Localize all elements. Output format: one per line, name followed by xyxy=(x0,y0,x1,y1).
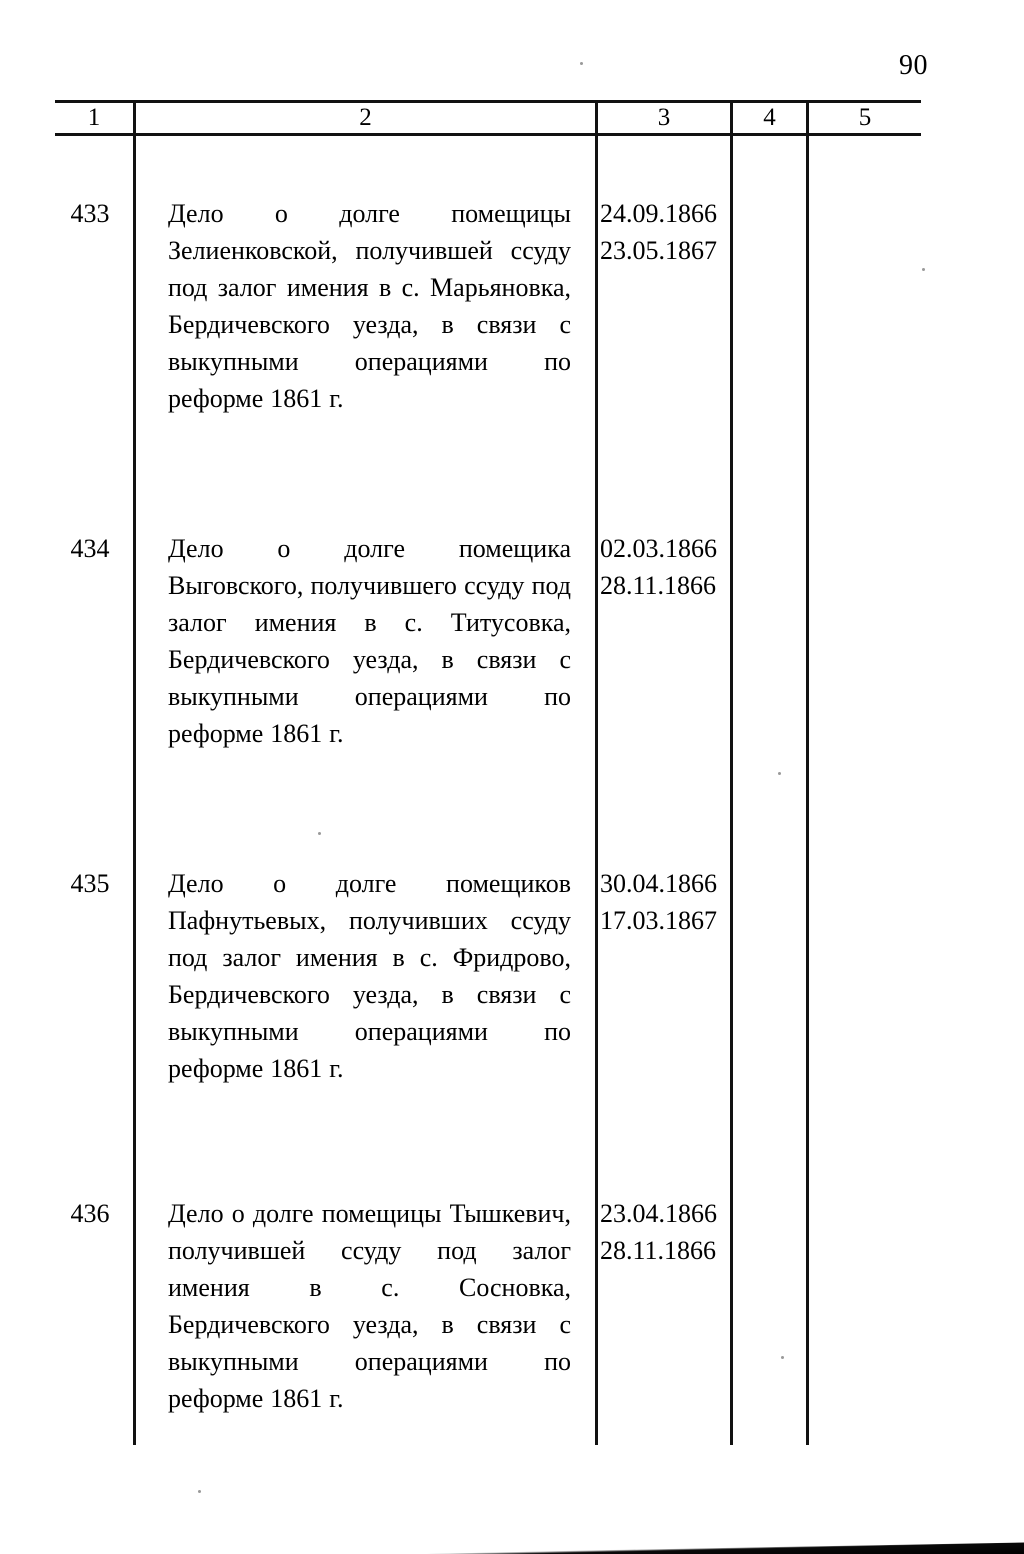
scan-speck xyxy=(318,832,321,835)
scan-edge-artifact xyxy=(390,1540,1024,1554)
row-dates-cell xyxy=(600,1195,728,1269)
row-date-start: 02.03.1866 xyxy=(600,534,717,563)
row-number-cell: 434 xyxy=(70,534,110,563)
column-header-3: 3 xyxy=(657,104,671,131)
page-number: 90 xyxy=(899,50,928,81)
column-header-4: 4 xyxy=(763,104,776,131)
table-row xyxy=(55,1195,921,1455)
row-date-start: 30.04.1866 xyxy=(600,869,717,898)
table-row xyxy=(55,865,921,1125)
row-description-cell: Дело о долге помещицы Зелиенковской, получившей ссуду под залог имения в с. Марьяновка, Бердичевского уезда, в связи с выкупными операциями по реформе 1861 г. xyxy=(168,199,571,413)
row-date-start: 23.04.1866 xyxy=(600,1199,717,1228)
row-number-cell: 433 xyxy=(70,199,110,228)
row-col4-cell xyxy=(733,195,806,455)
row-col4-cell xyxy=(733,530,806,790)
row-description-cell: Дело о долге помещицы Тышкевич, получившей ссуду под залог имения в с. Сосновка, Бердичевского уезда, в связи с выкупными операциями по реформе 1861 г. xyxy=(168,1199,571,1413)
row-number-cell: 435 xyxy=(70,869,110,898)
inventory-table xyxy=(55,100,921,1445)
table-row xyxy=(55,530,921,790)
row-description-cell: Дело о долге помещика Выговского, получившего ссуду под залог имения в с. Титусовка, Бердичевского уезда, в связи с выкупными операциями по реформе 1861 г. xyxy=(168,534,571,748)
scan-speck xyxy=(580,62,583,65)
scan-speck xyxy=(781,1356,784,1359)
scan-speck xyxy=(778,772,781,775)
row-date-end: 23.05.1867 xyxy=(600,236,717,265)
row-col4-cell xyxy=(733,865,806,1125)
row-col5-cell xyxy=(809,1195,921,1455)
row-number-cell: 436 xyxy=(70,1199,110,1228)
row-dates-cell xyxy=(600,195,728,269)
table-header-rule xyxy=(55,133,921,136)
row-col5-cell xyxy=(809,530,921,790)
row-dates-cell xyxy=(600,865,728,939)
table-row xyxy=(55,195,921,455)
row-description-cell: Дело о долге помещиков Пафнутьевых, получивших ссуду под залог имения в с. Фридрово, Бердичевского уезда, в связи с выкупными операциями по реформе 1861 г. xyxy=(168,869,571,1083)
row-col5-cell xyxy=(809,195,921,455)
column-header-5: 5 xyxy=(858,104,872,131)
scan-speck xyxy=(922,268,925,271)
row-date-end: 28.11.1866 xyxy=(600,571,717,600)
row-date-end: 28.11.1866 xyxy=(600,1236,717,1265)
row-col4-cell xyxy=(733,1195,806,1455)
row-date-end: 17.03.1867 xyxy=(600,906,717,935)
column-header-1: 1 xyxy=(87,104,101,131)
row-date-start: 24.09.1866 xyxy=(600,199,717,228)
column-header-2: 2 xyxy=(359,104,372,131)
scan-speck xyxy=(198,1490,201,1493)
row-dates-cell xyxy=(600,530,728,604)
row-col5-cell xyxy=(809,865,921,1125)
